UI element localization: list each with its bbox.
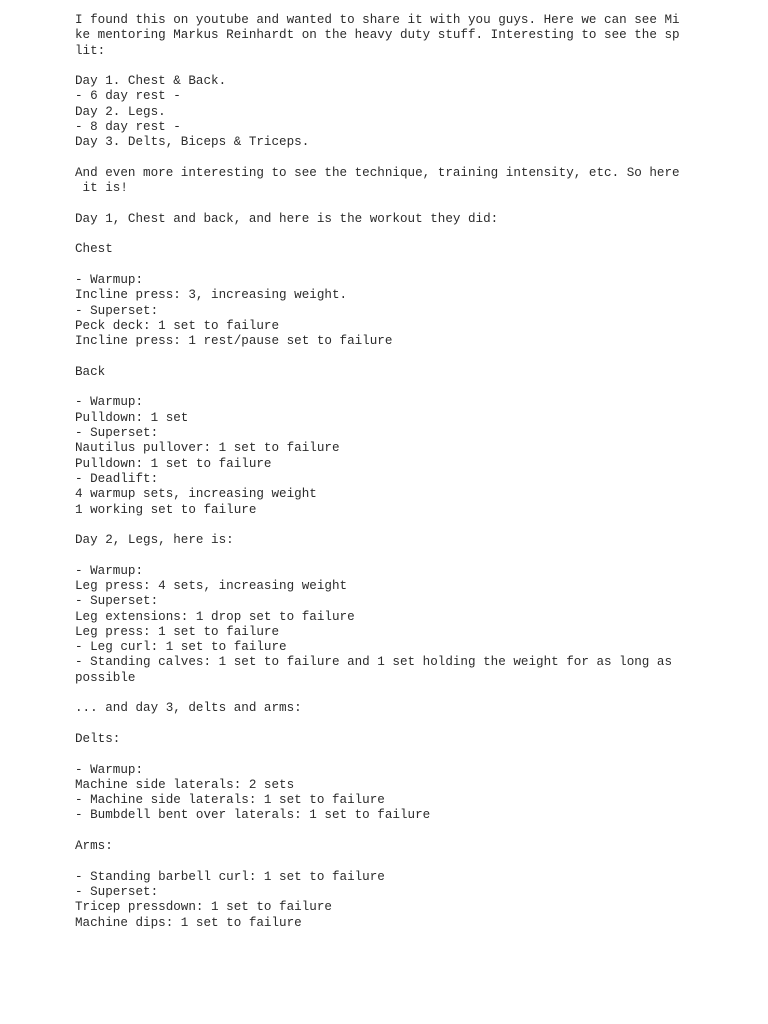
text-line: Day 3. Delts, Biceps & Triceps.: [75, 135, 310, 150]
text-line: 4 warmup sets, increasing weight: [75, 487, 317, 502]
text-line: [75, 854, 755, 869]
text-line: - Superset:: [75, 884, 159, 899]
text-line: Pulldown: 1 set to failure: [75, 456, 272, 471]
text-line: - Standing calves: 1 set to failure and 1 set holding the weight for as long as: [75, 655, 673, 670]
text-line: Nautilus pullover: 1 set to failure: [75, 441, 340, 456]
text-line: [75, 686, 755, 701]
text-line: - Warmup:: [75, 563, 144, 578]
text-line: - Deadlift:: [75, 471, 159, 486]
text-line: - Standing barbell curl: 1 set to failure: [75, 869, 385, 884]
text-line: ... and day 3, delts and arms:: [75, 701, 302, 716]
text-line: ke mentoring Markus Reinhardt on the heavy duty stuff. Interesting to see the sp: [75, 28, 680, 43]
text-line: Delts:: [75, 731, 121, 746]
text-line: Pulldown: 1 set: [75, 410, 189, 425]
text-line: Chest: [75, 242, 113, 257]
text-line: Machine side laterals: 2 sets: [75, 777, 295, 792]
text-line: Day 2. Legs.: [75, 104, 166, 119]
text-line: Tricep pressdown: 1 set to failure: [75, 900, 332, 915]
document-body: [75, 13, 755, 931]
text-line: - Machine side laterals: 1 set to failure: [75, 793, 385, 808]
text-line: - 8 day rest -: [75, 120, 181, 135]
text-line: [75, 717, 755, 732]
text-line: - Superset:: [75, 594, 159, 609]
text-line: [75, 197, 755, 212]
text-line: 1 working set to failure: [75, 502, 257, 517]
text-line: [75, 258, 755, 273]
text-line: - Bumbdell bent over laterals: 1 set to failure: [75, 808, 431, 823]
text-line: - Warmup:: [75, 762, 144, 777]
text-line: [75, 227, 755, 242]
text-line: - Superset:: [75, 303, 159, 318]
text-line: Incline press: 1 rest/pause set to failure: [75, 334, 393, 349]
text-line: [75, 151, 755, 166]
text-line: - 6 day rest -: [75, 89, 181, 104]
text-line: lit:: [75, 43, 106, 58]
text-line: [75, 747, 755, 762]
text-line: possible: [75, 670, 136, 685]
text-line: [75, 824, 755, 839]
text-line: Incline press: 3, increasing weight.: [75, 288, 348, 303]
text-line: it is!: [75, 181, 128, 196]
text-line: - Leg curl: 1 set to failure: [75, 640, 287, 655]
text-line: I found this on youtube and wanted to share it with you guys. Here we can see Mi: [75, 13, 680, 27]
text-line: [75, 548, 755, 563]
text-line: Machine dips: 1 set to failure: [75, 915, 302, 930]
text-line: - Superset:: [75, 426, 159, 441]
text-line: Day 2, Legs, here is:: [75, 533, 234, 548]
text-line: Back: [75, 364, 106, 379]
text-line: Leg press: 1 set to failure: [75, 624, 280, 639]
text-line: Day 1. Chest & Back.: [75, 74, 227, 89]
text-line: [75, 350, 755, 365]
text-line: - Warmup:: [75, 395, 144, 410]
text-line: Leg press: 4 sets, increasing weight: [75, 578, 348, 593]
text-line: And even more interesting to see the technique, training intensity, etc. So here: [75, 165, 680, 180]
text-line: Arms:: [75, 839, 113, 854]
text-line: [75, 518, 755, 533]
text-line: - Warmup:: [75, 273, 144, 288]
text-line: [75, 380, 755, 395]
text-line: Peck deck: 1 set to failure: [75, 318, 280, 333]
text-line: [75, 59, 755, 74]
text-line: Day 1, Chest and back, and here is the workout they did:: [75, 211, 499, 226]
text-line: Leg extensions: 1 drop set to failure: [75, 609, 355, 624]
